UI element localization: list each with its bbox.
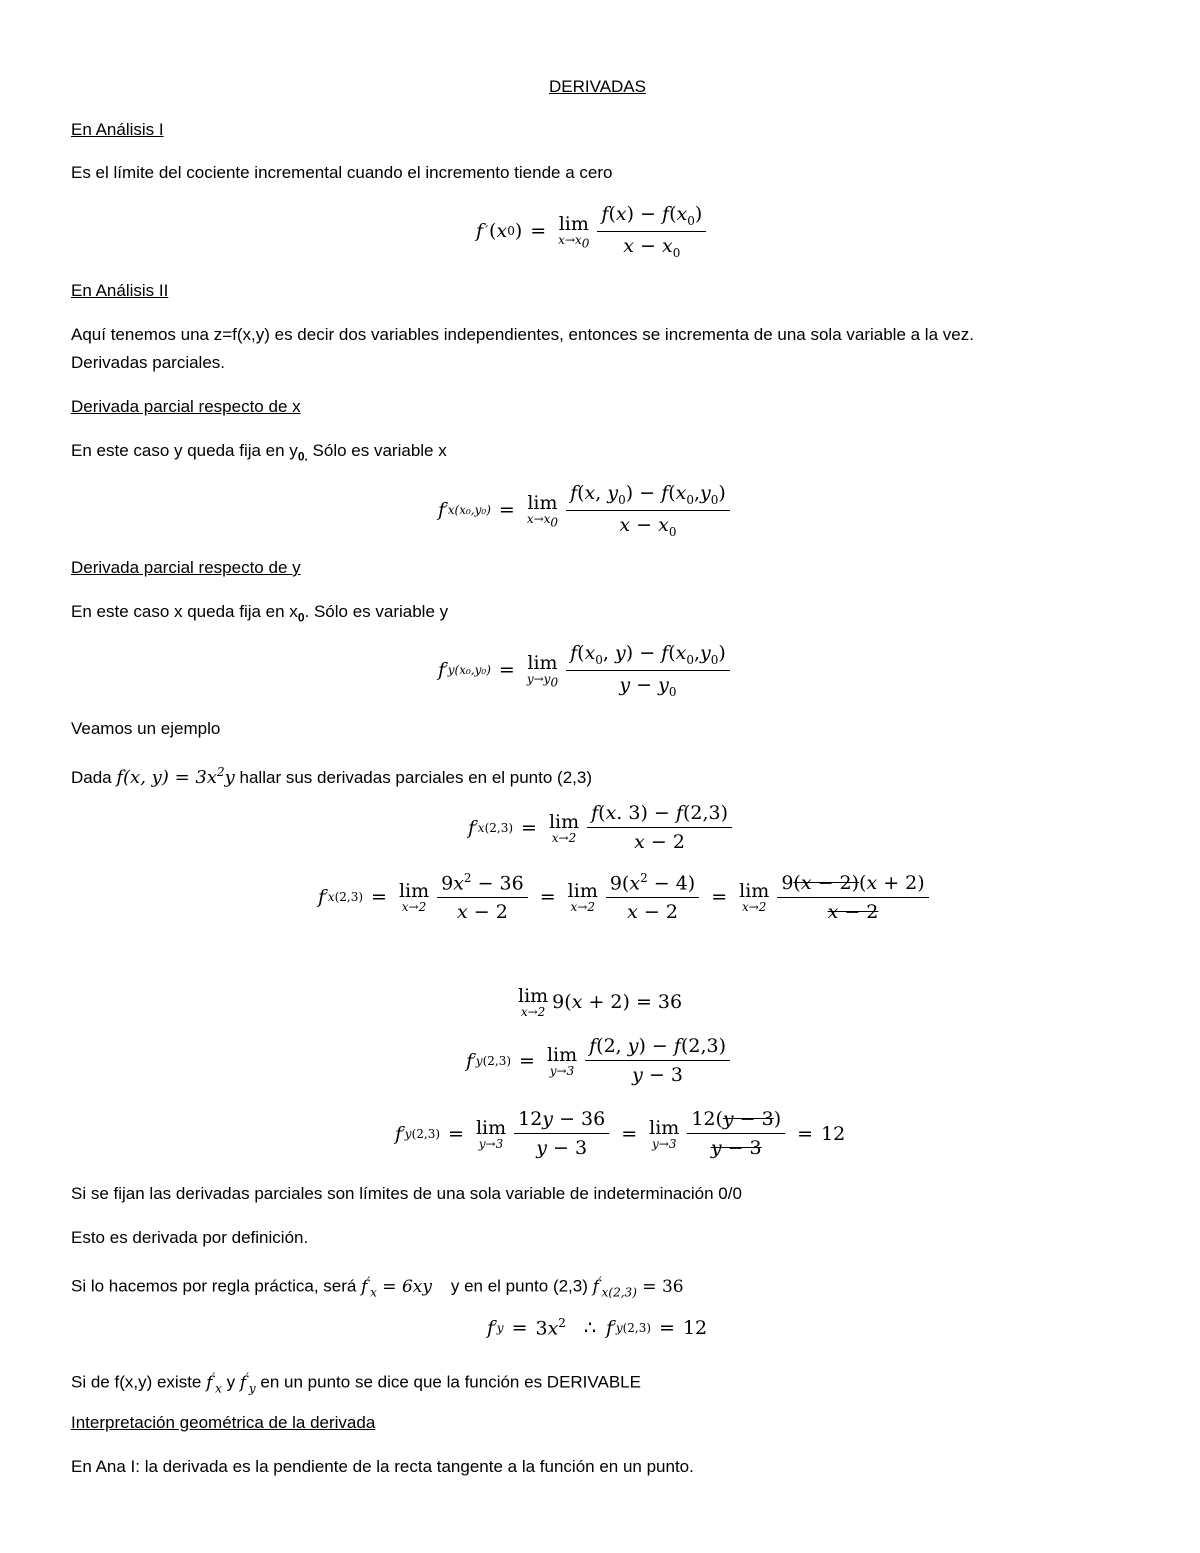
paragraph-regla: Si lo hacemos por regla práctica, será $f'_x = 6xy$ y en el punto (2,3) $f'_{x(2,3)} = 36$ bbox=[71, 1274, 684, 1300]
paragraph-ana1: En Ana I: la derivada es la pendiente de la recta tangente a la función en un punto. bbox=[71, 1457, 694, 1476]
paragraph-derivable: Si de f(x,y) existe $f'_x$ y $f'_y$ en un punto se dice que la función es DERIVABLE bbox=[71, 1370, 641, 1396]
paragraph-dada: Dada f(x, $y) = 3x^2y$ hallar sus derivadas parciales en el punto (2,3) bbox=[71, 765, 592, 788]
paragraph-caso-y: En este caso x queda fija en $x_0$. Sólo es variable y bbox=[71, 602, 449, 625]
section-heading-analisis-1: En Análisis I bbox=[71, 120, 164, 139]
heading-partial-y: Derivada parcial respecto de y bbox=[71, 558, 301, 577]
paragraph-aqui-line2: Derivadas parciales. bbox=[71, 353, 226, 372]
page-title: DERIVADAS bbox=[549, 77, 646, 96]
equation-example-y-result: f ′ y(2,3) = lim y→3 $\frac{12y - 36}{y - 3}$ = lim y→3 $\frac{12(y - 3)}{y - 3}$ = 12 bbox=[395, 1108, 846, 1159]
equation-example-x-result: lim x→2 9(x + 2) = 36 bbox=[518, 985, 683, 1019]
paragraph-limite: Es el límite del cociente incremental cuando el incremento tiende a cero bbox=[71, 163, 613, 182]
section-heading-analisis-2: En Análisis II bbox=[71, 281, 169, 300]
equation-example-x-factored: f ′ x(2,3) = lim x→2 $\frac{9x^2 - 36}{x - 2}$ = lim x→2 $\frac{9(x^2 - 4)}{x - 2}$ = lim x→2 $\frac{9(x - 2)(x + 2)}{x - 2}$ bbox=[318, 871, 933, 923]
paragraph-ejemplo: Veamos un ejemplo bbox=[71, 719, 221, 738]
heading-partial-x: Derivada parcial respecto de x bbox=[71, 397, 301, 416]
equation-partial-x-definition: f ′ x(x₀,y₀) = lim $x\to x_0$ $\frac{f(x, y_0) - f(x_0,y_0)}{x - x_0}$ bbox=[438, 482, 734, 539]
equation-derivative-definition: f ´ ( x 0 ) = lim $x\to x_0$ $\frac{f(x) - f(x_0)}{x - x_0}$ bbox=[476, 203, 710, 260]
paragraph-aqui-line1: Aquí tenemos una z=f(x,y) es decir dos variables independientes, entonces se incrementa de una sola variable a la vez. bbox=[71, 325, 974, 344]
heading-interpretacion: Interpretación geométrica de la derivada bbox=[71, 1413, 376, 1432]
equation-example-x-definition: f ′ x(2,3) = lim x→2 $\frac{f(x. 3) - f(2,3)}{x - 2}$ bbox=[468, 802, 736, 853]
equation-practical-y: f ′ y = $3x^2$ ∴ f ′ y(2,3) = 12 bbox=[487, 1316, 708, 1340]
paragraph-caso-x: En este caso y queda fija en $y_{0.}$ Sólo es variable x bbox=[71, 441, 447, 464]
paragraph-fijan: Si se fijan las derivadas parciales son límites de una sola variable de indeterminación 0/0 bbox=[71, 1184, 742, 1203]
equation-partial-y-definition: f ′ y(x₀,y₀) = lim $y\to y_0$ $\frac{f(x_0, y) - f(x_0,y_0)}{y - y_0}$ bbox=[438, 642, 734, 699]
paragraph-definicion: Esto es derivada por definición. bbox=[71, 1228, 309, 1247]
equation-example-y-definition: f ′ y(2,3) = lim y→3 $\frac{f(2, y) - f(2,3)}{y - 3}$ bbox=[466, 1035, 734, 1086]
